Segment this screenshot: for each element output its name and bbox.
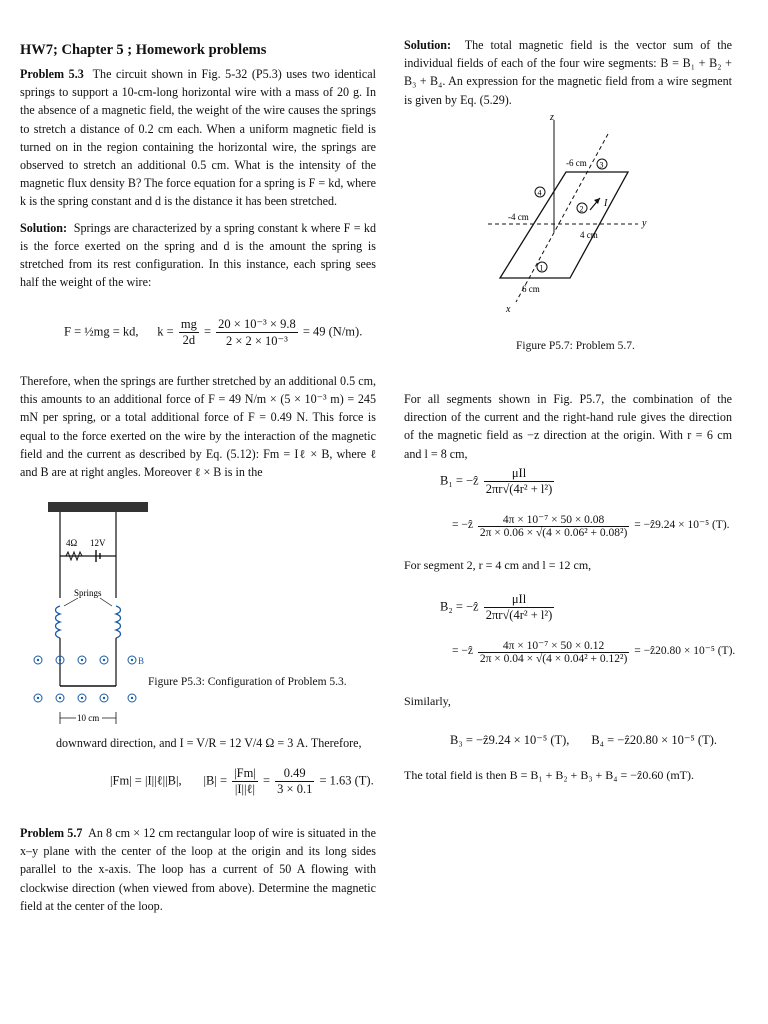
b1-result: = −ẑ9.24 × 10⁻⁵ (T).	[634, 519, 730, 532]
b1-equation-line2: = −ẑ $\frac{\text{4π × 10⁻⁷ × 50 × 0.08}}{\text{2π × 0.06 × √(4 × 0.06² + 0.08²)}}$ = −ẑ9.24 × 10⁻⁵ (T).	[452, 514, 730, 539]
current-label: I	[604, 198, 608, 209]
current-paragraph: downward direction, and I = V/R = 12 V/4 Ω = 3 A. Therefore,	[56, 736, 362, 750]
force-paragraph-block	[20, 372, 376, 489]
battery-label: 12V	[90, 538, 106, 548]
problem-5-7-statement	[20, 824, 376, 915]
b-field-dots	[34, 656, 136, 702]
spring-constant-equation: F = ½mg = kd, k = $\frac{mg}{2d}$ = $\frac{\text{20 × 10⁻³ × 9.8}}{\text{2 × 2 × 10⁻³}}$ = 49 (N/m).	[64, 317, 363, 348]
b2-equation-line1: B₂ = −ẑ $\frac{\text{μIl}}{\text{2πr√(4r² + l²)}}$	[440, 592, 553, 622]
dim-bottom-label: 6 cm	[522, 284, 540, 294]
segment-4-label: 4	[537, 188, 542, 198]
eq2-fraction-1: $\frac{|Fm|}{\text{|I||ℓ|}}$	[234, 766, 256, 796]
eq1-fraction-1: $\frac{mg}{2d}$	[180, 317, 197, 347]
segment-2-label: 2	[579, 204, 584, 214]
ceiling-support	[48, 502, 148, 512]
eq1-result: = 49 (N/m).	[302, 324, 363, 339]
current-loop	[500, 172, 628, 278]
magnetic-field-equation: |Fm| = |I||ℓ||B|, |B| = $\frac{|Fm|}{\text{|I||ℓ|}}$ = $\frac{0.49}{3 \times 0.1}$ = 1.63 (T).	[110, 766, 374, 796]
dim-right-label: 4 cm	[580, 230, 598, 240]
force-paragraph: Therefore, when the springs are further stretched by an additional 0.5 cm, this amounts to an additional force of F = 49 N/m × (5 × 10⁻³ m) = 245 mN per spring, or a total additional force of F = 0.49 N. This force is equal to the force exerted on the wire by the interaction of the magnetic field and the current as described by Eq. (5.12): Fm = Iℓ × B, where ℓ and B are at right angles. Moreover ℓ × B is in the	[20, 374, 376, 480]
problem-5-3-label: Problem 5.3	[20, 67, 84, 81]
springs-label: Springs	[74, 588, 102, 598]
solution-5-7-text: The total magnetic field is the vector sum of the individual fields of each of the four wire segments: B = B₁ + B₂ + B₃ + B₄. An expression for the magnetic field from a wire segment is given by Eq. (5.29).	[404, 38, 732, 107]
right-column	[404, 36, 732, 117]
solution-5-3-text: Springs are characterized by a spring constant k where F = kd is the force exerted on the spring and d is the amount the spring is stretched from its rest configuration. In this instance, each spring sees half the weight of the wire:	[20, 220, 376, 290]
segment-3-label: 3	[599, 160, 604, 170]
eq2-force: |Fm| = |I||ℓ||B|,	[110, 773, 182, 788]
b1-equation-line1: B₁ = −ẑ $\frac{\text{μIl}}{\text{2πr√(4r² + l²)}}$	[440, 466, 553, 496]
eq2-result: = 1.63 (T).	[319, 773, 374, 788]
figure-p5-7-caption: Figure P5.7: Problem 5.7.	[516, 340, 635, 352]
segment-1-label: 1	[539, 263, 544, 273]
eq1-fraction-2: $\frac{\text{20 × 10⁻³ × 9.8}}{\text{2 × 2 × 10⁻³}}$	[218, 317, 296, 348]
b2-result: = −ẑ20.80 × 10⁻⁵ (T).	[634, 645, 736, 658]
problem-5-3-text: The circuit shown in Fig. 5-32 (P5.3) uses two identical springs to support a 10-cm-long horizontal wire with a mass of 20 g. In the absence of a magnetic field, the weight of the wire causes the springs to stretch a distance of 0.2 cm each. When a uniform magnetic field is turned on in the region containing the horizontal wire, the springs are observed to stretch an additional 0.5 cm. What is the intensity of the magnetic flux density B? The force equation for a spring is F = kd, where k is the spring constant and d is the distance it has been stretched.	[20, 67, 376, 209]
problem-5-7-label: Problem 5.7	[20, 826, 83, 840]
eq2-fraction-2: $\frac{0.49}{3 \times 0.1}$	[277, 766, 313, 796]
left-spring	[56, 606, 61, 638]
dim-top-label: -6 cm	[566, 158, 587, 168]
dim-left-label: -4 cm	[508, 212, 529, 222]
similarly-text: Similarly,	[404, 694, 451, 708]
b3-result: B₃ = −ẑ9.24 × 10⁻⁵ (T),	[450, 733, 570, 747]
b3-b4-equation	[450, 732, 717, 748]
right-spring	[116, 606, 121, 638]
figure-p5-3-caption: Figure P5.3: Configuration of Problem 5.3.	[148, 676, 347, 688]
solution-label: Solution:	[20, 220, 68, 235]
problem-5-7-block	[20, 824, 376, 923]
solution-5-3-intro	[20, 219, 376, 292]
resistor-label: 4Ω	[66, 538, 78, 548]
direction-paragraph-block	[404, 390, 732, 471]
problem-5-7-text: An 8 cm × 12 cm rectangular loop of wire is situated in the x–y plane with the center of the loop at the origin and its long sides parallel to the x-axis. The loop has a current of 50 A flowing with clockwise direction (when viewed from above). Determine the magnetic field at the center of the loop.	[20, 826, 376, 913]
x-axis-label: x	[506, 304, 511, 315]
figure-p5-7	[478, 112, 678, 322]
eq2-b: |B| =	[203, 773, 228, 788]
x-axis	[516, 134, 608, 302]
total-field-text: The total field is then B = B₁ + B₂ + B₃ + B₄ = −ẑ0.60 (mT).	[404, 768, 694, 782]
current-paragraph-block	[56, 734, 376, 760]
solution-5-7-label: Solution:	[404, 38, 452, 52]
eq1-left: F = ½mg = kd,	[64, 324, 139, 339]
solution-5-7-intro	[404, 36, 732, 109]
y-axis-label: y	[642, 218, 647, 229]
eq1-k: k =	[157, 324, 174, 339]
problem-5-3-statement	[20, 65, 376, 211]
left-column	[20, 42, 376, 299]
figure-p5-3	[20, 498, 170, 728]
b4-result: B₄ = −ẑ20.80 × 10⁻⁵ (T).	[591, 733, 717, 747]
b2-equation-line2: = −ẑ $\frac{\text{4π × 10⁻⁷ × 50 × 0.12}}{\text{2π × 0.04 × √(4 × 0.04² + 0.12²)}}$ = −ẑ20.80 × 10⁻⁵ (T).	[452, 640, 736, 665]
segment-2-text: For segment 2, r = 4 cm and l = 12 cm,	[404, 558, 592, 572]
page-title: HW7; Chapter 5 ; Homework problems	[20, 42, 267, 58]
z-axis-label: z	[550, 112, 554, 123]
dimension-label: 10 cm	[77, 713, 100, 723]
direction-paragraph: For all segments shown in Fig. P5.7, the combination of the direction of the current and the right-hand rule gives the direction of the magnetic field as −z direction at the origin. With r = 6 cm and l = 8 cm,	[404, 392, 732, 461]
b-field-label: B	[138, 656, 145, 666]
